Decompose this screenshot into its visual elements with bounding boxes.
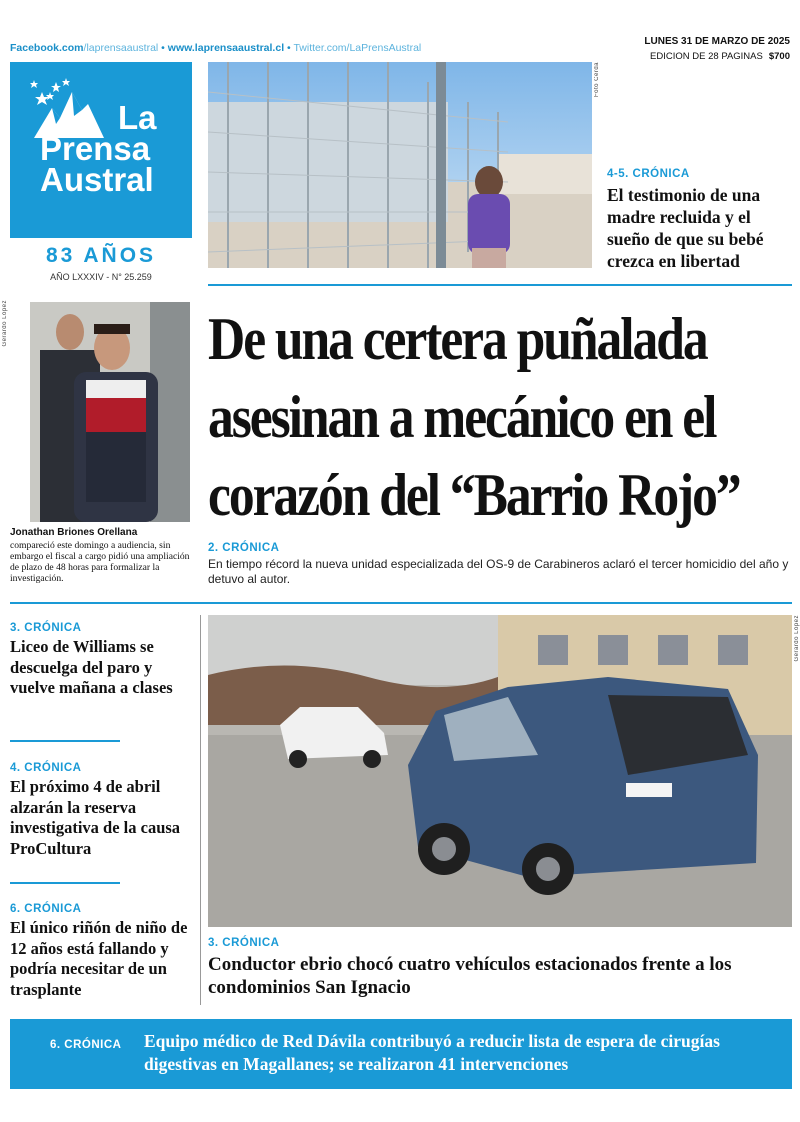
photo-credit: Gerardo López [2, 300, 8, 347]
twitter-link[interactable]: Twitter.com/LaPrensAustral [293, 42, 422, 54]
banner-title[interactable]: Equipo médico de Red Dávila contribuyó a reducir lista de espera de cirugías digestivas en Magallanes; se realizaron 41 intervenciones [144, 1031, 720, 1074]
prison-yard-photo[interactable] [208, 62, 592, 268]
cover-price: $700 [768, 51, 790, 62]
brief-title[interactable]: El único riñón de niño de 12 años está fallando y podría necesitar de un trasplante [10, 918, 188, 999]
photo-credit: Foto Cerda [594, 62, 600, 98]
issue-number: AÑO LXXXIV - N° 25.259 [50, 272, 152, 282]
website-link[interactable]: www.laprensaaustral.cl [167, 42, 285, 54]
caption-name: Jonathan Briones Orellana [10, 527, 138, 538]
main-story-lead[interactable] [208, 542, 794, 587]
car-story-teaser[interactable] [208, 937, 792, 999]
section-label: 4. CRÓNICA [10, 762, 82, 774]
issue-date: LUNES 31 DE MARZO DE 2025 [644, 36, 790, 47]
teaser-title[interactable]: Conductor ebrio chocó cuatro vehículos estacionados frente a los condominios San Ignacio [208, 954, 732, 998]
teaser-title[interactable]: El testimonio de una madre recluida y el sueño de que su bebé crezca en libertad [607, 185, 764, 271]
section-label: 2. CRÓNICA [208, 542, 280, 554]
separator: • [287, 42, 291, 54]
brief-item[interactable] [10, 762, 195, 859]
separator: • [161, 42, 165, 54]
section-label: 3. CRÓNICA [10, 622, 82, 634]
anniversary-years: 83 AÑOS [45, 244, 157, 267]
divider [208, 284, 792, 286]
brief-title[interactable]: El próximo 4 de abril alzarán la reserva investigativa de la causa ProCultura [10, 777, 181, 858]
dateline [644, 34, 790, 64]
brief-item[interactable] [10, 622, 195, 699]
caption-text: compareció este domingo a audiencia, sin embargo el fiscal a cargo pidió una ampliación de plazo de 48 horas para formalizar la investigación. [10, 540, 190, 584]
lead-text: En tiempo récord la nueva unidad especializada del OS-9 de Carabineros aclaró el tercer homicidio del año y detuvo al autor. [208, 557, 789, 586]
divider [10, 882, 120, 884]
social-links [10, 42, 421, 54]
bottom-story-banner[interactable] [10, 1019, 792, 1089]
main-headline[interactable]: De una certera puñalada asesinan a mecánico en el corazón del “Barrio Rojo” [208, 306, 740, 528]
section-label: 3. CRÓNICA [208, 937, 280, 949]
newspaper-logo[interactable] [10, 62, 192, 238]
edition-pages: EDICION DE 28 PAGINAS [650, 51, 763, 62]
column-divider [200, 615, 201, 1005]
section-label: 6. CRÓNICA [50, 1039, 122, 1051]
photo-credit: Gerardo López [794, 615, 800, 662]
section-label: 6. CRÓNICA [10, 903, 82, 915]
divider [10, 740, 120, 742]
section-label: 4-5. CRÓNICA [607, 168, 690, 180]
divider [10, 602, 792, 604]
facebook-link[interactable]: Facebook.com/laprensaaustral [10, 42, 159, 54]
crashed-car-photo[interactable] [208, 615, 792, 927]
brief-title[interactable]: Liceo de Williams se descuelga del paro y vuelve mañana a clases [10, 637, 173, 697]
photo-caption [10, 527, 200, 584]
top-story-teaser[interactable] [607, 168, 792, 272]
brief-item[interactable] [10, 903, 195, 1000]
suspect-photo[interactable] [30, 302, 190, 522]
logo-wordmark: La Prensa Austral [40, 99, 157, 198]
